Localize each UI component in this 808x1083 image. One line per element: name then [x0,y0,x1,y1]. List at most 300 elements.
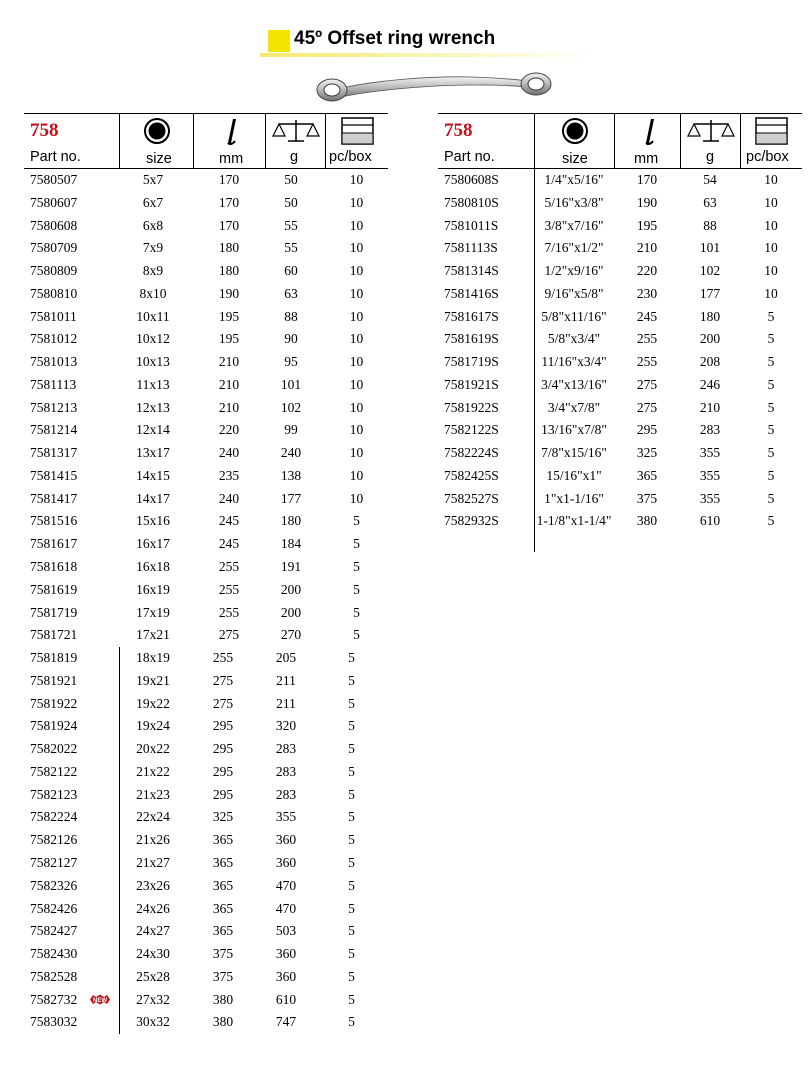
table-row [24,943,388,966]
size-cell: 7/8"x15/16" [541,445,607,461]
length-cell: 190 [636,194,658,210]
weight-cell: 355 [275,809,297,825]
length-cell: 180 [218,263,240,279]
pcs-per-box-cell: 5 [767,331,775,347]
part-no-cell: 7581113S [444,240,498,256]
size-cell: 5/8"x11/16" [541,308,607,324]
pcs-per-box-cell: 5 [353,513,360,529]
weight-cell: 54 [703,172,717,187]
part-no-cell: 7582430 [30,946,78,962]
part-no-cell: 7581113 [30,376,77,392]
pcs-per-box-cell: 5 [353,627,360,643]
size-cell: 17x21 [136,627,170,643]
part-no-cell: 7583032 [30,1014,78,1030]
table-row [24,169,388,192]
size-cell: 1-1/8"x1-1/4" [536,513,612,529]
part-no-cell: 7580810S [444,194,499,210]
table-row [24,397,388,420]
length-cell: 275 [636,376,658,392]
pcs-per-box-cell: 5 [348,695,355,711]
table-row [24,351,388,374]
col-pc-box: pc/box [746,149,789,165]
weight-cell: 355 [699,445,721,461]
size-cell: 11x13 [136,376,170,392]
size-cell: 30x32 [136,1014,170,1030]
pcs-per-box-cell: 10 [349,172,364,187]
pcs-per-box-cell: 5 [353,581,360,597]
length-cell: 240 [218,445,240,461]
pcs-per-box-cell: 10 [349,422,364,438]
table-row [24,442,388,465]
pcs-per-box-cell: 10 [764,263,778,279]
size-cell: 5/16"x3/8" [544,194,604,210]
length-cell: 245 [218,513,240,529]
column-divider [119,647,120,1034]
size-column-icon-cell [119,114,194,148]
size-cell: 24x26 [136,900,170,916]
size-cell: 5x7 [142,172,164,187]
weight-cell: 610 [699,513,721,529]
part-no-cell: 7580608 [30,217,78,233]
part-no-cell: 7582123 [30,786,78,802]
table-row [24,328,388,351]
part-no-cell: 7581617 [30,536,78,552]
pcs-per-box-cell: 5 [767,354,775,370]
length-cell: 255 [218,559,240,575]
size-cell: 10x12 [136,331,170,347]
table-row [24,806,388,829]
pcs-per-box-cell: 10 [349,308,364,324]
length-cell: 275 [212,672,234,688]
pcs-per-box-cell: 10 [349,240,364,256]
size-cell: 19x22 [136,695,170,711]
table-row [438,215,802,238]
size-cell: 6x8 [142,217,164,233]
part-no-cell: 7582425S [444,467,499,483]
col-pc-box: pc/box [329,149,372,165]
socket-12pt-icon [535,114,615,148]
pcs-per-box-cell: 10 [349,399,364,415]
length-cell: 220 [218,422,240,438]
col-size: size [146,151,172,167]
length-cell: 170 [218,172,240,187]
pcs-per-box-cell: 5 [767,513,775,529]
length-cell: 195 [218,308,240,324]
col-g: g [290,149,299,165]
col-mm: mm [634,151,659,167]
pcs-per-box-cell: 5 [767,376,775,392]
part-no-cell: 7581719S [444,354,499,370]
part-no-cell: 7581013 [30,354,78,370]
table-row [438,237,802,260]
length-cell: 365 [212,900,234,916]
weight-cell: 503 [275,923,297,939]
weight-cell: 246 [699,376,721,392]
length-cell: 365 [212,923,234,939]
part-no-cell: 7581314S [444,263,499,279]
size-cell: 21x27 [136,854,170,870]
table-body [438,169,802,533]
length-cell: 380 [212,1014,234,1030]
pcs-per-box-cell: 10 [764,217,778,233]
table-row [24,966,388,989]
length-cell: 275 [636,399,658,415]
col-g: g [706,149,715,165]
table-row [24,306,388,329]
table-row [24,419,388,442]
pcs-per-box-cell: 5 [767,490,775,506]
part-no-cell: 7581619S [444,331,499,347]
table-row [24,989,388,1012]
pcs-per-box-cell: 10 [349,285,364,301]
scale-weight-icon [681,114,741,148]
length-cell: 275 [212,695,234,711]
weight-cell: 55 [284,217,298,233]
length-cell: 245 [636,308,658,324]
length-cell: 365 [212,877,234,893]
size-cell: 24x27 [136,923,170,939]
pcs-per-box-cell: 5 [767,445,775,461]
weight-cell: 50 [284,172,298,187]
box-icon [741,114,803,148]
length-cell: 210 [218,354,240,370]
table-row [24,510,388,533]
part-no-cell: 7582022 [30,741,78,757]
pcs-per-box-cell: 5 [348,650,355,666]
weight-cell: 283 [275,741,297,757]
size-cell: 21x26 [136,832,170,848]
length-cell: 295 [636,422,658,438]
length-cell: 380 [212,991,234,1007]
table-row [438,306,802,329]
part-no-cell: 7581011S [444,217,499,233]
table-row [24,374,388,397]
size-cell: 16x18 [136,559,170,575]
length-cell: 170 [636,172,658,187]
size-cell: 3/4"x7/8" [547,399,601,415]
size-cell: 25x28 [136,968,170,984]
table-row [438,442,802,465]
weight-cell: 95 [284,354,298,370]
part-no-cell: 7581921 [30,672,78,688]
table-row [438,260,802,283]
table-row [24,465,388,488]
pcs-per-box-cell: 10 [349,490,364,506]
weight-cell: 360 [275,832,297,848]
length-cell: 255 [636,331,658,347]
length-cell: 375 [212,946,234,962]
size-cell: 12x13 [136,399,170,415]
size-cell: 9/16"x5/8" [544,285,604,301]
weight-cell: 180 [280,513,302,529]
length-cell: 365 [636,467,658,483]
part-no-cell: 7581416S [444,285,499,301]
table-row [24,693,388,716]
length-cell: 235 [218,467,240,483]
length-l-icon [615,114,681,148]
table-row [438,488,802,511]
weight-cell: 180 [699,308,721,324]
weight-cell: 191 [280,559,302,575]
new-badge-icon [89,994,111,1005]
pcs-per-box-cell: 5 [353,604,360,620]
table-row [438,374,802,397]
length-cell: 230 [636,285,658,301]
size-cell: 10x13 [136,354,170,370]
size-cell: 10x11 [136,308,170,324]
part-no-cell: 7582427 [30,923,78,939]
weight-cell: 240 [280,445,302,461]
length-cell: 190 [218,285,240,301]
metric-sizes-table [24,113,388,1034]
part-no-cell: 7581011 [30,308,77,324]
size-cell: 21x22 [136,763,170,779]
size-cell: 7x9 [142,240,164,256]
part-no-cell: 7581924 [30,718,78,734]
weight-cell: 360 [275,854,297,870]
size-cell: 14x17 [136,490,170,506]
size-column-icon-cell [534,114,615,148]
table-row [24,215,388,238]
weight-cell: 177 [280,490,302,506]
weight-cell: 63 [703,194,717,210]
weight-cell: 177 [699,285,721,301]
weight-cell: 60 [284,263,298,279]
length-cell: 295 [212,741,234,757]
size-cell: 5/8"x3/4" [547,331,601,347]
pcs-per-box-cell: 5 [348,672,355,688]
pcs-per-box-cell: 5 [348,1014,355,1030]
part-no-cell: 7581213 [30,399,78,415]
length-cell: 295 [212,763,234,779]
weight-cell: 102 [699,263,721,279]
pcs-per-box-cell: 5 [348,763,355,779]
size-cell: 16x19 [136,581,170,597]
table-row [24,260,388,283]
part-no-cell: 7582122 [30,763,78,779]
table-row [24,556,388,579]
part-no-cell: 7581922S [444,399,499,415]
page-title: 45º Offset ring wrench [294,28,496,49]
length-column-icon-cell [614,114,681,148]
title-underline [260,53,600,57]
box-icon [326,114,389,148]
table-row [438,192,802,215]
weight-cell: 211 [276,672,296,688]
table-row [438,397,802,420]
pcs-per-box-cell: 5 [348,809,355,825]
part-no-cell: 7582527S [444,490,499,506]
part-no-cell: 7582932S [444,513,499,529]
table-row [24,670,388,693]
pcs-per-box-cell: 5 [348,877,355,893]
title-marker [268,30,290,52]
weight-cell: 283 [275,786,297,802]
weight-cell: 102 [280,399,302,415]
weight-column-icon-cell [680,114,741,148]
length-cell: 255 [212,650,234,666]
weight-cell: 200 [280,581,302,597]
pcs-per-box-cell: 5 [348,854,355,870]
table-row [438,169,802,192]
weight-cell: 208 [699,354,721,370]
table-row [24,602,388,625]
part-no-cell: 7582528 [30,968,78,984]
pcs-per-box-cell: 10 [349,467,364,483]
size-cell: 15x16 [136,513,170,529]
table-row [24,920,388,943]
table-icon-header [24,113,388,148]
length-l-icon [194,114,266,148]
weight-cell: 470 [275,900,297,916]
length-cell: 365 [212,854,234,870]
part-no-cell: 7582732 [30,991,78,1007]
length-cell: 295 [212,718,234,734]
box-column-icon-cell [325,114,389,148]
weight-cell: 50 [284,194,298,210]
weight-cell: 200 [699,331,721,347]
size-cell: 1"x1-1/16" [544,490,604,506]
size-cell: 1/2"x9/16" [544,263,604,279]
length-cell: 210 [218,399,240,415]
series-number: 758 [444,120,473,141]
part-no-cell: 7581617S [444,308,499,324]
weight-cell: 610 [275,991,297,1007]
size-cell: 18x19 [136,650,170,666]
length-cell: 295 [212,786,234,802]
size-cell: 14x15 [136,467,170,483]
part-no-cell: 7581921S [444,376,499,392]
size-cell: 11/16"x3/4" [541,354,607,370]
size-cell: 24x30 [136,946,170,962]
size-cell: 27x32 [136,991,170,1007]
pcs-per-box-cell: 10 [349,376,364,392]
part-no-cell: 7581317 [30,445,78,461]
table-row [24,1011,388,1034]
weight-cell: 88 [284,308,298,324]
part-no-cell: 7582122S [444,422,499,438]
part-no-cell: 7580809 [30,263,78,279]
weight-cell: 355 [699,490,721,506]
table-column-labels [438,148,802,169]
length-cell: 380 [636,513,658,529]
pcs-per-box-cell: 10 [349,354,364,370]
table-row [24,761,388,784]
length-column-icon-cell [193,114,266,148]
offset-ring-wrench-image [312,70,552,104]
length-cell: 365 [212,832,234,848]
size-cell: 1/4"x5/16" [544,172,604,187]
box-column-icon-cell [740,114,803,148]
inch-sizes-table [438,113,802,533]
part-no-cell: 7582224 [30,809,78,825]
weight-cell: 184 [280,536,302,552]
table-row [24,829,388,852]
length-cell: 255 [218,604,240,620]
table-row [24,898,388,921]
weight-cell: 101 [699,240,721,256]
part-no-cell: 7581719 [30,604,78,620]
pcs-per-box-cell: 5 [767,467,775,483]
weight-cell: 101 [280,376,302,392]
weight-cell: 88 [703,217,717,233]
length-cell: 325 [212,809,234,825]
weight-cell: 210 [699,399,721,415]
pcs-per-box-cell: 10 [349,217,364,233]
pcs-per-box-cell: 5 [348,968,355,984]
length-cell: 170 [218,217,240,233]
weight-cell: 99 [284,422,298,438]
length-cell: 325 [636,445,658,461]
pcs-per-box-cell: 10 [764,240,778,256]
part-no-cell: 7582126 [30,832,78,848]
part-no-cell: 7581618 [30,559,78,575]
length-cell: 210 [636,240,658,256]
table-row [438,419,802,442]
size-cell: 7/16"x1/2" [544,240,604,256]
part-no-cell: 7581922 [30,695,78,711]
pcs-per-box-cell: 5 [348,900,355,916]
table-row [24,715,388,738]
part-no-cell: 7580607 [30,194,78,210]
part-no-cell: 7581417 [30,490,78,506]
pcs-per-box-cell: 5 [348,832,355,848]
weight-cell: 360 [275,946,297,962]
length-cell: 245 [218,536,240,552]
size-cell: 20x22 [136,741,170,757]
size-cell: 17x19 [136,604,170,620]
weight-cell: 55 [284,240,298,256]
col-mm: mm [219,151,244,167]
size-cell: 23x26 [136,877,170,893]
size-cell: 8x10 [139,285,167,301]
pcs-per-box-cell: 5 [767,399,775,415]
table-row [24,237,388,260]
column-divider [534,169,535,552]
part-no-cell: 7580507 [30,172,78,187]
size-cell: 6x7 [142,194,164,210]
table-row [24,579,388,602]
pcs-per-box-cell: 5 [348,741,355,757]
pcs-per-box-cell: 5 [348,718,355,734]
part-no-cell: 7582426 [30,900,78,916]
size-cell: 12x14 [136,422,170,438]
size-cell: 19x24 [136,718,170,734]
socket-12pt-icon [120,114,194,148]
weight-column-icon-cell [265,114,326,148]
col-part-no: Part no. [444,149,495,165]
pcs-per-box-cell: 10 [764,194,778,210]
weight-cell: 138 [280,467,302,483]
table-row [438,510,802,533]
part-no-cell: 7580709 [30,240,78,256]
length-cell: 375 [636,490,658,506]
weight-cell: 747 [275,1014,297,1030]
size-cell: 13/16"x7/8" [541,422,607,438]
table-row [24,533,388,556]
table-row [24,488,388,511]
size-cell: 8x9 [142,263,164,279]
weight-cell: 283 [699,422,721,438]
length-cell: 255 [636,354,658,370]
scale-weight-icon [266,114,326,148]
table-row [438,351,802,374]
weight-cell: 270 [280,627,302,643]
size-cell: 13x17 [136,445,170,461]
length-cell: 240 [218,490,240,506]
table-icon-header [438,113,802,148]
part-no-cell: 7580810 [30,285,78,301]
